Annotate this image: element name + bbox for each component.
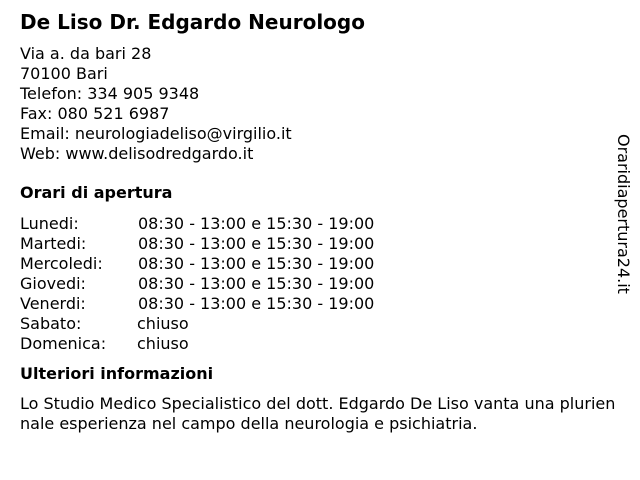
phone-number: Telefon: 334 905 9348 bbox=[20, 84, 200, 103]
day-label: Mercoledi: bbox=[20, 254, 103, 273]
hours-row-friday bbox=[20, 294, 620, 314]
website: Web: www.delisodredgardo.it bbox=[20, 144, 254, 163]
closed-status: chiuso bbox=[137, 334, 189, 353]
hours-row-tuesday bbox=[20, 234, 620, 254]
postal-city: 70100 Bari bbox=[20, 64, 108, 83]
hours-row-thursday bbox=[20, 274, 620, 294]
time-range: 08:30 - 13:00 e 15:30 - 19:00 bbox=[138, 254, 375, 273]
day-label: Domenica: bbox=[20, 334, 107, 353]
fax-number: Fax: 080 521 6987 bbox=[20, 104, 170, 123]
hours-row-sunday bbox=[20, 334, 620, 354]
day-label: Giovedi: bbox=[20, 274, 86, 293]
additional-info-heading: Ulteriori informazioni bbox=[20, 364, 214, 383]
email-address: Email: neurologiadeliso@virgilio.it bbox=[20, 124, 292, 143]
opening-hours-table bbox=[20, 214, 620, 354]
closed-status: chiuso bbox=[137, 314, 189, 333]
street-address: Via a. da bari 28 bbox=[20, 44, 152, 63]
site-watermark: Oraridiapertura24.it bbox=[614, 134, 633, 294]
business-card bbox=[20, 8, 620, 434]
hours-row-wednesday bbox=[20, 254, 620, 274]
day-label: Martedi: bbox=[20, 234, 87, 253]
hours-row-saturday bbox=[20, 314, 620, 334]
time-range: 08:30 - 13:00 e 15:30 - 19:00 bbox=[138, 214, 375, 233]
day-label: Venerdi: bbox=[20, 294, 86, 313]
time-range: 08:30 - 13:00 e 15:30 - 19:00 bbox=[138, 294, 375, 313]
additional-info-text: Lo Studio Medico Specialistico del dott. Edgardo De Liso vanta una pluriennale esperienza nel campo della neurologia e psichiatria. bbox=[20, 394, 616, 433]
day-label: Lunedi: bbox=[20, 214, 79, 233]
hours-row-monday bbox=[20, 214, 620, 234]
opening-hours-heading: Orari di apertura bbox=[20, 183, 173, 202]
business-title: De Liso Dr. Edgardo Neurologo bbox=[20, 10, 365, 34]
day-label: Sabato: bbox=[20, 314, 82, 333]
time-range: 08:30 - 13:00 e 15:30 - 19:00 bbox=[138, 274, 375, 293]
contact-block bbox=[20, 44, 620, 164]
time-range: 08:30 - 13:00 e 15:30 - 19:00 bbox=[138, 234, 375, 253]
